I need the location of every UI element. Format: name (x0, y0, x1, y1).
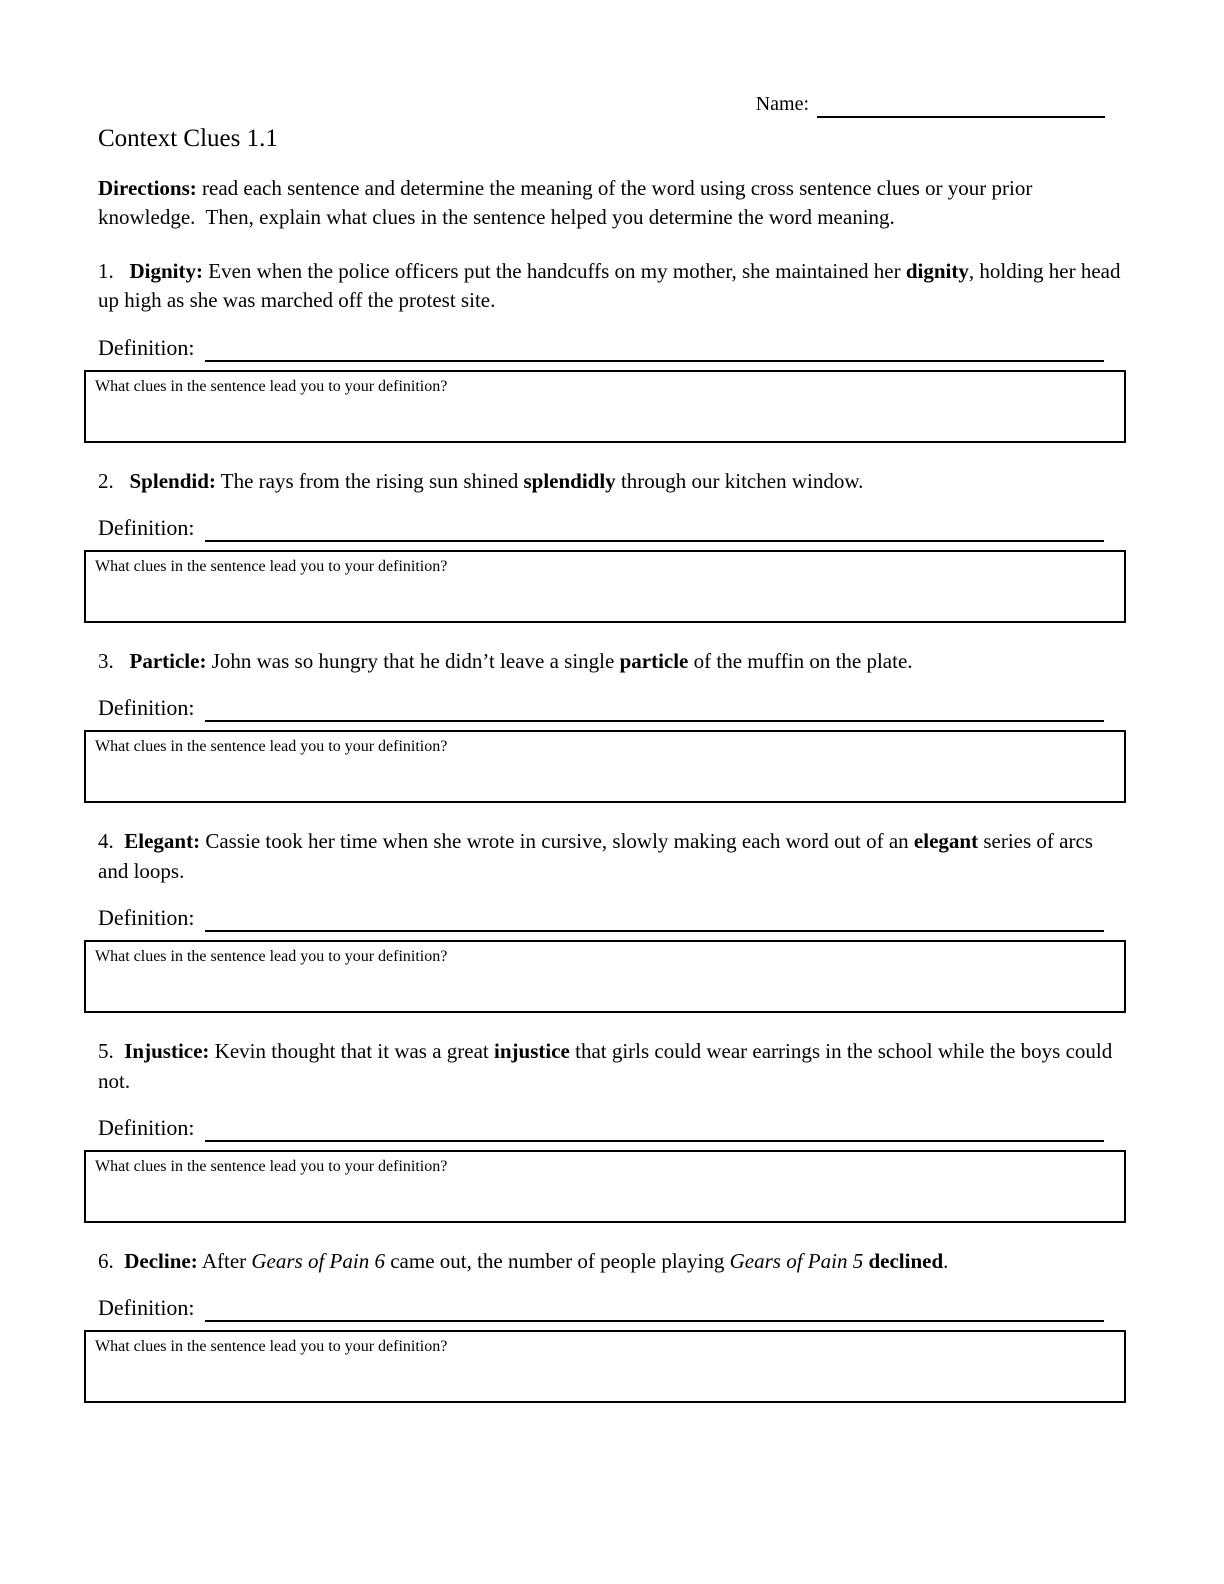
sentence-segment: Dignity: (129, 258, 203, 283)
directions (98, 174, 1126, 233)
item-sentence (98, 1247, 1126, 1276)
item-sentence (98, 647, 1126, 676)
item-sentence (98, 827, 1126, 886)
sentence-segment: dignity (905, 258, 969, 283)
worksheet-items (95, 257, 1126, 1404)
sentence-segment: Kevin thought that it was a great (209, 1039, 495, 1064)
definition-row (98, 904, 1126, 932)
sentence-segment: , holding her head up high as she was marched off the protest site. (98, 258, 1126, 313)
worksheet-item (95, 1247, 1126, 1403)
definition-label: Definition: (98, 1295, 195, 1321)
definition-row (98, 1294, 1126, 1322)
definition-label: Definition: (98, 1114, 195, 1140)
name-blank-line[interactable] (817, 94, 1105, 118)
sentence-segment: 5. (98, 1039, 125, 1064)
definition-row (98, 694, 1126, 722)
clues-question: What clues in the sentence lead you to your definition? (95, 1338, 448, 1356)
sentence-segment: 2. (98, 468, 130, 493)
name-label: Name: (755, 93, 809, 115)
definition-blank-line[interactable] (205, 906, 1104, 932)
sentence-segment: declined (868, 1248, 944, 1273)
sentence-segment: . (943, 1248, 949, 1273)
clues-question: What clues in the sentence lead you to your definition? (95, 377, 448, 395)
name-row (98, 92, 1126, 118)
clues-answer-box[interactable] (84, 730, 1126, 803)
definition-row (98, 514, 1126, 542)
sentence-segment: Particle: (129, 648, 207, 673)
clues-answer-box[interactable] (84, 370, 1126, 443)
sentence-segment: injustice (494, 1039, 570, 1064)
clues-question: What clues in the sentence lead you to your definition? (95, 948, 448, 966)
sentence-segment: 6. (98, 1248, 125, 1273)
sentence-segment: particle (619, 648, 689, 673)
sentence-segment: Decline: (124, 1248, 198, 1273)
sentence-segment: 4. (98, 829, 125, 854)
sentence-segment: John was so hungry that he didn’t leave a single (206, 648, 620, 673)
worksheet-item (95, 257, 1126, 443)
sentence-segment: Splendid: (129, 468, 216, 493)
definition-blank-line[interactable] (205, 1296, 1104, 1322)
item-sentence (98, 257, 1126, 316)
sentence-segment: 3. (98, 648, 130, 673)
definition-row (98, 1114, 1126, 1142)
sentence-segment: Even when the police officers put the handcuffs on my mother, she maintained her (203, 258, 906, 283)
clues-question: What clues in the sentence lead you to your definition? (95, 1157, 448, 1175)
definition-label: Definition: (98, 695, 195, 721)
page-title: Context Clues 1.1 (98, 125, 278, 152)
sentence-segment: 1. (98, 258, 130, 283)
worksheet-item (95, 827, 1126, 1013)
sentence-segment: through our kitchen window. (615, 468, 864, 493)
sentence-segment: elegant (913, 829, 979, 854)
definition-blank-line[interactable] (205, 516, 1104, 542)
sentence-segment: splendidly (523, 468, 616, 493)
sentence-segment: The rays from the rising sun shined (215, 468, 524, 493)
item-sentence (98, 1037, 1126, 1096)
definition-label: Definition: (98, 334, 195, 360)
sentence-segment: Injustice: (124, 1039, 210, 1064)
definition-blank-line[interactable] (205, 1116, 1104, 1142)
definition-blank-line[interactable] (205, 696, 1104, 722)
worksheet-item (95, 1037, 1126, 1223)
directions-label: Directions: (98, 176, 197, 200)
sentence-segment: came out, the number of people playing (384, 1248, 730, 1273)
sentence-segment: of the muffin on the plate. (688, 648, 913, 673)
definition-row (98, 334, 1126, 362)
worksheet-item (95, 467, 1126, 623)
clues-answer-box[interactable] (84, 1150, 1126, 1223)
item-sentence (98, 467, 1126, 496)
clues-answer-box[interactable] (84, 1330, 1126, 1403)
definition-label: Definition: (98, 514, 195, 540)
sentence-segment: Gears of Pain 5 (729, 1248, 864, 1273)
definition-blank-line[interactable] (205, 336, 1104, 362)
clues-question: What clues in the sentence lead you to your definition? (95, 738, 448, 756)
clues-answer-box[interactable] (84, 940, 1126, 1013)
definition-label: Definition: (98, 905, 195, 931)
sentence-segment: Gears of Pain 6 (251, 1248, 385, 1273)
sentence-segment: Cassie took her time when she wrote in cursive, slowly making each word out of an (200, 829, 914, 854)
directions-text: read each sentence and determine the meaning of the word using cross sentence clues or your prior knowledge. Then, explain what clues in the sentence helped you determine the word meaning. (98, 176, 1038, 230)
sentence-segment: that girls could wear earrings in the school while the boys could not. (98, 1039, 1118, 1093)
clues-answer-box[interactable] (84, 550, 1126, 623)
sentence-segment: series of arcs and loops. (98, 829, 1099, 883)
worksheet-item (95, 647, 1126, 803)
clues-question: What clues in the sentence lead you to your definition? (95, 557, 448, 575)
sentence-segment: After (197, 1248, 252, 1273)
sentence-segment: Elegant: (124, 829, 201, 854)
